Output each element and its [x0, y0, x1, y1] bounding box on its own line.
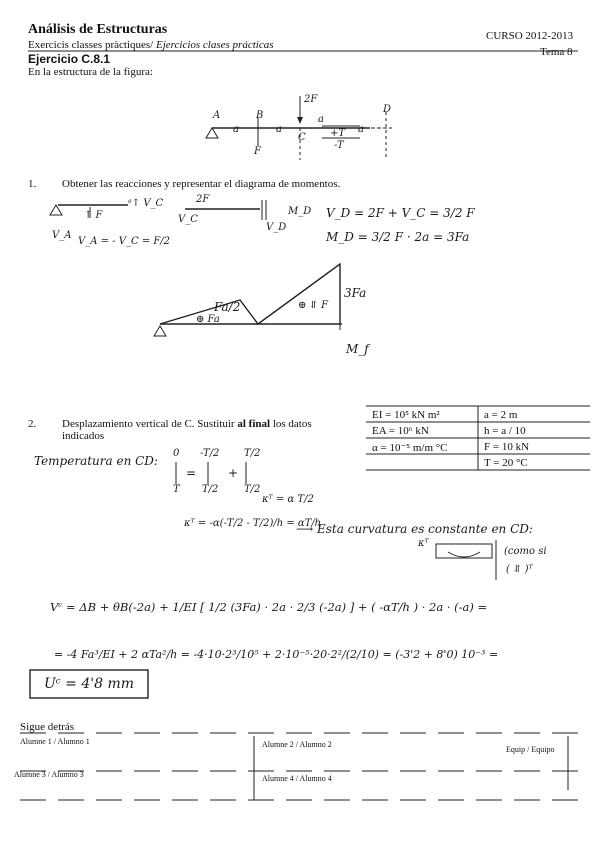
q2-text-line2: indicados — [62, 430, 105, 442]
q2-text-c: los datos — [270, 418, 312, 430]
q2-eq-sym1: = — [186, 466, 197, 480]
q1-m-small: ⊕ Fa — [196, 314, 220, 325]
page-title: Análisis de Estructuras — [28, 22, 168, 37]
q2-tt2c: T/2 — [202, 484, 219, 495]
q2-curv-label: κᵀ = α T/2 — [262, 494, 314, 505]
q2-text-b: al final — [237, 418, 271, 430]
label-b: B — [256, 110, 264, 121]
curv-rect — [436, 544, 492, 558]
support-a — [206, 128, 218, 138]
label-a: A — [213, 110, 221, 121]
data-ea: EA = 10⁶ kN — [372, 425, 429, 437]
q2-number: 2. — [28, 418, 37, 430]
label-minus-t: -T — [334, 140, 344, 151]
footer-sigue: Sigue detrás — [20, 721, 75, 733]
q2-tt2b: T/2 — [244, 448, 261, 459]
q1-va: V_A — [52, 230, 72, 241]
label-a1: a — [233, 124, 239, 135]
q1-3fa: 3Fa — [344, 286, 367, 300]
q1-2f: 2F — [196, 194, 210, 205]
data-h: h = a / 10 — [484, 425, 526, 437]
q2-uc-line1: Vᶜ = ΔB + θB(-2a) + 1/EI [ 1/2 (3Fa) · 2a · 2/3 (-2a) ] + ( -αT/h ) · 2a · (-a) = — [50, 600, 488, 614]
curv-arc — [448, 552, 480, 557]
data-f: F = 10 kN — [484, 441, 530, 453]
q1-mf: M_f — [346, 342, 369, 356]
footer-alumno-4: Alumne 4 / Alumno 4 — [262, 774, 332, 783]
footer-equipo: Equip / Equipo — [506, 745, 555, 754]
q2-kt: κᵀ — [418, 538, 429, 549]
exercise-id: Ejercicio C.8.1 — [28, 52, 111, 66]
label-2f: 2F — [304, 94, 318, 105]
label-f: F — [254, 146, 261, 157]
q2-tt: T — [173, 484, 180, 495]
q1-eq1: V_D = 2F + V_C = 3/2 F — [326, 206, 475, 220]
label-d: D — [383, 104, 392, 115]
diagram-support — [154, 326, 166, 336]
data-t: T = 20 °C — [484, 457, 528, 469]
q2-eq-sym2: + — [228, 466, 239, 480]
q1-vc: ᵃ↑ V_C — [128, 198, 164, 209]
q1-fb: ↑ F — [84, 210, 103, 221]
footer-alumno-3: Alumne 3 / Alumno 3 — [14, 770, 84, 779]
label-c: C — [298, 132, 306, 143]
fbd1-support — [50, 205, 62, 215]
q1-vc2: V_C — [178, 214, 198, 225]
label-a4: a — [358, 124, 364, 135]
label-plus-t: +T — [330, 128, 346, 139]
q1-m-big: ⊕ ⥯ F — [298, 300, 329, 311]
q2-temp-label: Temperatura en CD: — [34, 454, 158, 468]
q2-result: Uᶜ = 4'8 mm — [44, 676, 135, 692]
q1-text: Obtener las reacciones y representar el diagrama de momentos. — [62, 178, 341, 190]
q1-number: 1. — [28, 178, 37, 190]
data-a: a = 2 m — [484, 409, 518, 421]
q2-t0: 0 — [173, 448, 180, 459]
q2-como-si2: ( ⥯ )ᵀ — [506, 564, 533, 575]
q1-fa2: Fa/2 — [214, 300, 241, 314]
load-2f-head — [297, 117, 303, 124]
data-alpha: α = 10⁻⁵ m/m °C — [372, 442, 448, 454]
q1-eq2: M_D = 3/2 F · 2a = 3Fa — [326, 230, 470, 244]
subtitle-italic: Ejercicios clases prácticas — [155, 39, 274, 51]
q1-va-eq: V_A = - V_C = F/2 — [78, 236, 171, 247]
subtitle-plain: Exercicis classes pràctiques/ — [28, 39, 154, 51]
footer-alumno-2: Alumne 2 / Alumno 2 — [262, 740, 332, 749]
q2-text-line1 — [62, 418, 312, 430]
footer-alumno-1: Alumne 1 / Alumno 1 — [20, 737, 90, 746]
q2-uc-line2: = -4 Fa³/EI + 2 αTa²/h = -4·10·2³/10⁵ + 2·10⁻⁵·20·2²/(2/10) = (-3'2 + 8'0) 10⁻³ = — [54, 648, 499, 661]
q2-kappa: κᵀ = -α(-T/2 - T/2)/h = αT/h — [184, 518, 322, 529]
label-a3: a — [318, 114, 324, 125]
q2-tt2d: T/2 — [244, 484, 261, 495]
intro-text: En la estructura de la figura: — [28, 66, 153, 78]
data-ei: EI = 10⁵ kN m² — [372, 409, 440, 421]
q2-arrow-text: ⟶ Esta curvatura es constante en CD: — [296, 522, 533, 536]
q1-md: M_D — [288, 206, 312, 217]
q2-como-si: (como si — [504, 546, 547, 557]
course-label: CURSO 2012-2013 — [486, 30, 574, 42]
label-a2: a — [276, 124, 282, 135]
q2-tt2a: -T/2 — [200, 448, 220, 459]
q1-vd: V_D — [266, 222, 287, 233]
topic-label: Tema 8 — [540, 46, 573, 58]
moment-shape — [160, 264, 340, 324]
q2-text-a: Desplazamiento vertical de C. Sustituir — [62, 418, 238, 430]
